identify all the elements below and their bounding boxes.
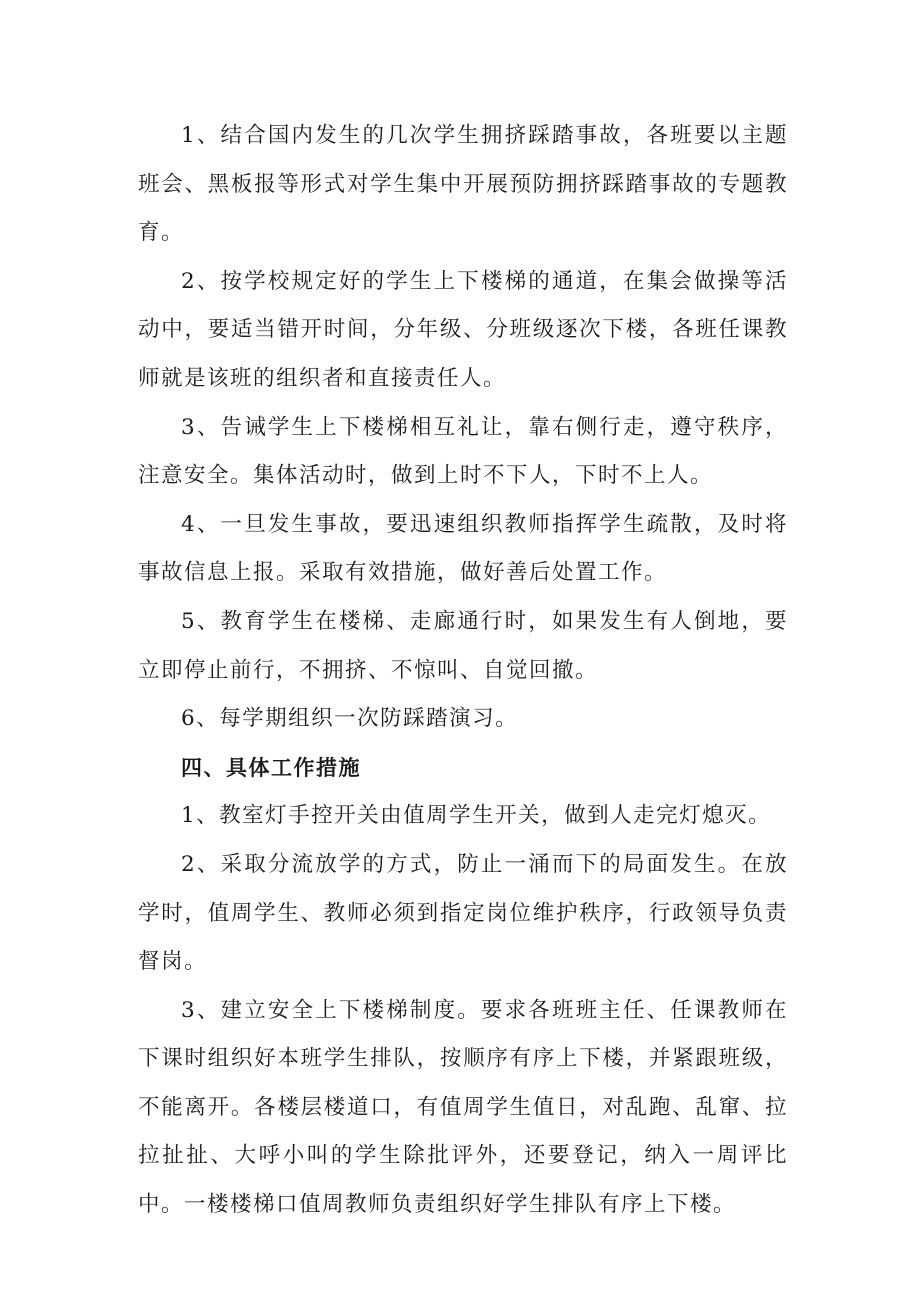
paragraph-measure-2: 2、按学校规定好的学生上下楼梯的通道，在集会做操等活动中，要适当错开时间，分年级、分班级逐次下楼，各班任课教师就是该班的组织者和直接责任人。 xyxy=(138,268,788,391)
document-body xyxy=(138,112,788,1230)
paragraph-step-1: 1、教室灯手控开关由值周学生开关，做到人走完灯熄灭。 xyxy=(181,803,772,829)
paragraph-measure-6: 6、每学期组织一次防踩踏演习。 xyxy=(181,706,519,732)
paragraph-step-3: 3、建立安全上下楼梯制度。要求各班班主任、任课教师在下课时组织好本班学生排队，按顺序有序上下楼，并紧跟班级，不能离开。各楼层楼道口，有值周学生值日，对乱跑、乱窜、拉拉扯扯、大呼小叫的学生除批评外，还要登记，纳入一周评比中。一楼楼梯口值周教师负责组织好学生排队有序上下楼。 xyxy=(138,997,788,1218)
paragraph-measure-1: 1、结合国内发生的几次学生拥挤踩踏事故，各班要以主题班会、黑板报等形式对学生集中开展预防拥挤踩踏事故的专题教育。 xyxy=(138,123,788,246)
paragraph-measure-5: 5、教育学生在楼梯、走廊通行时，如果发生有人倒地，要立即停止前行，不拥挤、不惊叫、自觉回撤。 xyxy=(138,608,788,683)
paragraph-measure-4: 4、一旦发生事故，要迅速组织教师指挥学生疏散，及时将事故信息上报。采取有效措施，做好善后处置工作。 xyxy=(138,511,788,586)
section-heading: 四、具体工作措施 xyxy=(181,755,361,780)
paragraph-step-2: 2、采取分流放学的方式，防止一涌而下的局面发生。在放学时，值周学生、教师必须到指定岗位维护秩序，行政领导负责督岗。 xyxy=(138,851,788,975)
paragraph-measure-3: 3、告诫学生上下楼梯相互礼让，靠右侧行走，遵守秩序，注意安全。集体活动时，做到上时不下人，下时不上人。 xyxy=(138,414,788,489)
